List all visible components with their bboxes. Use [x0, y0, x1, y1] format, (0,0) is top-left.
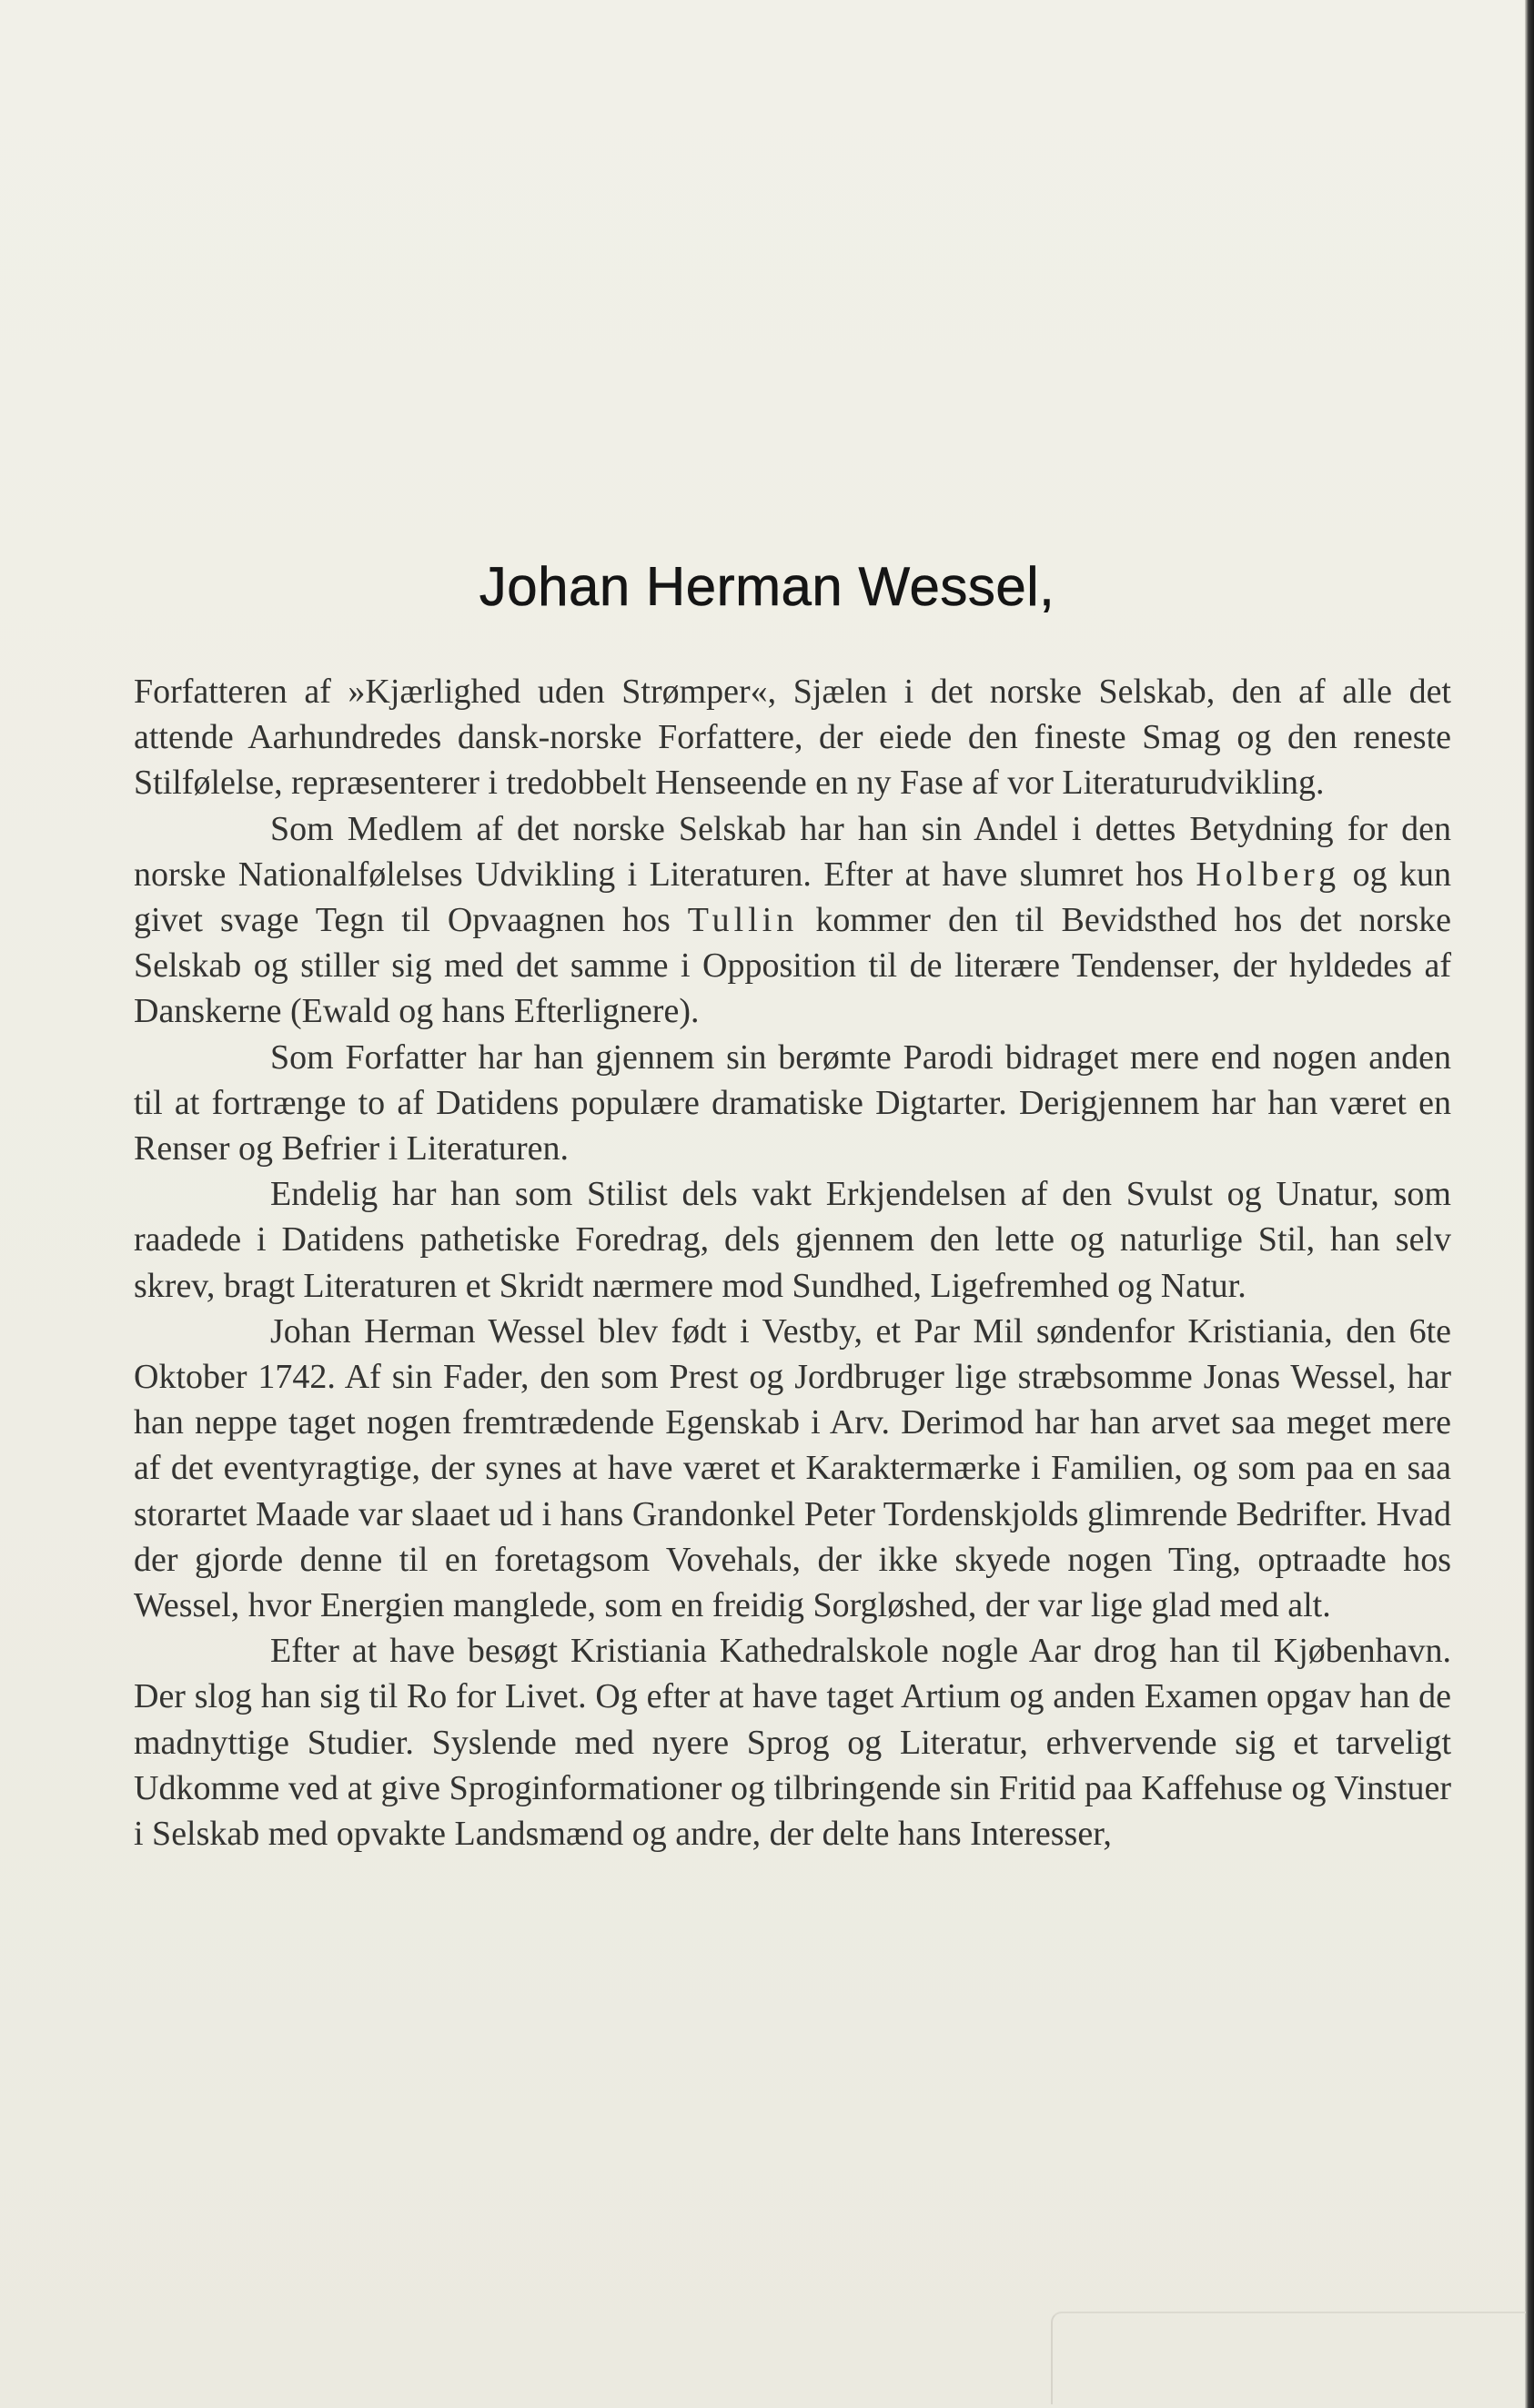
spaced-name-holberg: Holberg: [1196, 855, 1341, 894]
paragraph-1-text: Forfatteren af »Kjærlighed uden Strømper«, Sjælen i det norske Selskab, den af alle det attende Aarhundredes dansk-norske Forfattere, der eiede den fineste Smag og den reneste Stilfølelse, repræsenterer i tredobbelt Henseende en ny Fase af vor Literaturudvikling.: [134, 673, 1451, 803]
page-title: Johan Herman Wessel,: [479, 556, 1055, 617]
paragraph-6: Efter at have besøgt Kristiania Kathedralskole nogle Aar drog han til Kjøbenhavn. Der slog han sig til Ro for Livet. Og efter at have taget Artium og anden Examen opgav han de madnyttige Studier. Syslende med nyere Sprog og Literatur, erhvervende sig et tarveligt Udkomme ved at give Sproginformationer og tilbringende sin Fritid paa Kaffehuse og Vinstuer i Selskab med opvakte Landsmænd og andre, der delte hans Interesser,: [134, 1632, 1451, 1854]
spaced-name-tullin: Tullin: [687, 901, 799, 940]
paragraph-2-part-2: og kun givet svage Tegn til Opvaagnen hos: [134, 855, 1452, 940]
paragraph-4: Endelig har han som Stilist dels vakt Erkjendelsen af den Svulst og Unatur, som raadede i Datidens pathetiske Foredrag, dels gjennem den lette og naturlige Stil, han selv skrev, bragt Literaturen et Skridt nærmere mod Sundhed, Ligefremhed og Natur.: [134, 1175, 1451, 1305]
paragraph-5: Johan Herman Wessel blev født i Vestby, et Par Mil søndenfor Kristiania, den 6te Oktober 1742. Af sin Fader, den som Prest og Jordbruger lige stræbsomme Jonas Wessel, har han neppe taget nogen fremtrædende Egenskab i Arv. Derimod har han arvet saa meget mere af det eventyragtige, der synes at have været et Karaktermærke i Familien, og som paa en saa storartet Maade var slaaet ud i hans Grandonkel Peter Tordenskjolds glimrende Bedrifter. Hvad der gjorde denne til en foretagsom Vovehals, der ikke skyede nogen Ting, optraadte hos Wessel, hvor Energien manglede, som en freidig Sorgløshed, der var lige glad med alt.: [134, 1311, 1451, 1625]
paragraph-2-part-3: kommer den til Bevidsthed hos det norske Selskab og stiller sig med det samme i Opposition til de literære Tendenser, der hyldedes af Danskerne (Ewald og hans Efterlignere).: [134, 901, 1451, 1031]
page-binding-edge: [1525, 0, 1534, 2408]
paragraph-2: [134, 806, 1451, 1035]
paragraph-3: Som Forfatter har han gjennem sin berømte Parodi bidraget mere end nogen anden til at fortrænge to af Datidens populære dramatiske Digtarter. Derigjennem har han været en Renser og Befrier i Literaturen.: [134, 1037, 1451, 1169]
article-body: [134, 669, 1451, 1857]
paragraph-1: [134, 669, 1451, 806]
page-corner-mark: [1051, 2312, 1526, 2404]
paragraph-2-part-1: Som Medlem af det norske Selskab har han sin Andel i dettes Betydning for den norske Nationalfølelses Udvikling i Literaturen. Efter at have slumret hos: [134, 809, 1451, 894]
